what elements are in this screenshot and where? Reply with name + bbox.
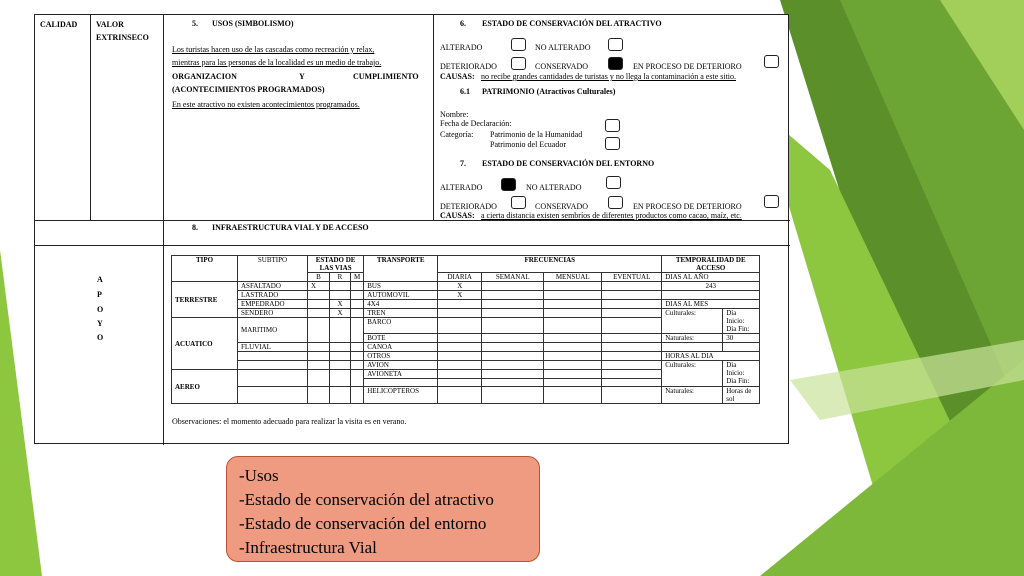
entorno-no-alterado-label: NO ALTERADO	[526, 183, 582, 192]
table-row	[172, 309, 760, 318]
header-frecuencias: FRECUENCIAS	[438, 256, 662, 273]
callout-item: -Estado de conservación del entorno	[239, 514, 487, 533]
transporte-avioneta: AVIONETA	[364, 370, 438, 379]
apoyo-letter: Y	[97, 319, 103, 328]
apoyo-letter: P	[97, 290, 102, 299]
summary-callout	[226, 456, 540, 562]
horas-sol-label: Horas de sol	[723, 387, 760, 404]
transporte-avion: AVION	[364, 361, 438, 370]
organizacion-y-label: Y	[299, 72, 305, 81]
estado-atractivo-number: 6.	[460, 19, 466, 28]
atractivo-alterado-label: ALTERADO	[440, 43, 483, 52]
divider-row2	[35, 245, 790, 246]
transporte-barco: BARCO	[364, 318, 438, 334]
empedrado-estado-r: X	[330, 300, 351, 309]
header-estado-vias: ESTADO DE LAS VIAS	[308, 256, 364, 273]
subtipo-asfaltado: ASFALTADO	[238, 282, 308, 291]
apoyo-letter: O	[97, 333, 104, 342]
acontecimientos-label: (ACONTECIMIENTOS PROGRAMADOS)	[172, 85, 325, 94]
automovil-diaria: X	[438, 291, 482, 300]
entorno-conservado-checkbox[interactable]	[608, 196, 623, 209]
header-diaria: DIARIA	[438, 273, 482, 282]
atractivo-causas-text: no recibe grandes cantidades de turistas y no llega la contaminación a este sitio.	[481, 72, 737, 81]
culturales-label-1: Culturales:	[662, 309, 723, 334]
table-row	[172, 361, 760, 370]
entorno-en-proceso-label: EN PROCESO DE DETERIORO	[633, 202, 742, 211]
table-row	[172, 387, 760, 404]
atractivo-alterado-checkbox[interactable]	[511, 38, 526, 51]
estado-entorno-title: ESTADO DE CONSERVACIÓN DEL ENTORNO	[482, 159, 655, 168]
header-r: R	[330, 273, 351, 282]
divider-usos	[433, 15, 434, 220]
extrinseco-label: EXTRINSECO	[96, 33, 149, 42]
transporte-4x4: 4X4	[364, 300, 438, 309]
header-m: M	[351, 273, 364, 282]
organizacion-label: ORGANIZACION	[172, 72, 237, 81]
patrimonio-nombre-label: Nombre:	[440, 110, 469, 119]
dias-anio-label: DIAS AL AÑO	[662, 273, 760, 282]
calidad-label: CALIDAD	[40, 20, 78, 29]
dias-mes-label: DIAS AL MES	[662, 300, 760, 309]
entorno-no-alterado-checkbox[interactable]	[606, 176, 621, 189]
observaciones-text: Observaciones: el momento adecuado para realizar la visita es en verano.	[172, 417, 407, 426]
transporte-canoa: CANOA	[364, 343, 438, 352]
divider-row1	[35, 220, 790, 221]
estado-atractivo-title: ESTADO DE CONSERVACIÓN DEL ATRACTIVO	[482, 19, 662, 28]
estado-entorno-number: 7.	[460, 159, 466, 168]
table-row	[172, 300, 760, 309]
patrimonio-number: 6.1	[460, 87, 470, 96]
divider-calidad	[90, 15, 91, 220]
divider-valor	[163, 15, 164, 445]
transporte-bus: BUS	[364, 282, 438, 291]
atractivo-conservado-label: CONSERVADO	[535, 62, 588, 71]
dia-inicio-label: Día Inicio:	[726, 361, 745, 377]
infra-number: 8.	[192, 223, 198, 232]
atractivo-deteriorado-checkbox[interactable]	[511, 57, 526, 70]
header-transporte: TRANSPORTE	[364, 256, 438, 282]
apoyo-letter: A	[97, 275, 103, 284]
infraestructura-table	[171, 255, 760, 404]
atractivo-no-alterado-checkbox[interactable]	[608, 38, 623, 51]
naturales-label-2: Naturales:	[662, 387, 723, 404]
entorno-en-proceso-checkbox[interactable]	[764, 195, 779, 208]
dias-anio-value: 243	[662, 282, 760, 291]
entorno-alterado-checkbox[interactable]	[501, 178, 516, 191]
subtipo-maritimo: MARITIMO	[238, 318, 308, 343]
subtipo-sendero: SENDERO	[238, 309, 308, 318]
atractivo-conservado-checkbox[interactable]	[608, 57, 623, 70]
table-row	[172, 343, 760, 352]
entorno-causas-text: a cierta distancia existen sembríos de diferentes productos como cacao, maíz, etc.	[481, 211, 742, 220]
usos-title: USOS (SIMBOLISMO)	[212, 19, 294, 28]
patrimonio-humanidad-label: Patrimonio de la Humanidad	[490, 130, 583, 139]
valor-label: VALOR	[96, 20, 124, 29]
dia-fin-label: Día Fin:	[726, 325, 750, 333]
culturales-dias-2	[723, 361, 760, 387]
infra-title: INFRAESTRUCTURA VIAL Y DE ACCESO	[212, 223, 369, 232]
apoyo-letter: O	[97, 305, 104, 314]
subtipo-fluvial: FLUVIAL	[238, 343, 308, 352]
transporte-bote: BOTE	[364, 334, 438, 343]
subtipo-lastrado: LASTRADO	[238, 291, 308, 300]
transporte-automovil: AUTOMOVIL	[364, 291, 438, 300]
entorno-deteriorado-checkbox[interactable]	[511, 196, 526, 209]
header-b: B	[308, 273, 330, 282]
atractivo-deteriorado-label: DETERIORADO	[440, 62, 497, 71]
culturales-label-2: Culturales:	[662, 361, 723, 387]
atractivo-en-proceso-checkbox[interactable]	[764, 55, 779, 68]
bus-diaria: X	[438, 282, 482, 291]
acontecimientos-text: En este atractivo no existen acontecimientos programados.	[172, 100, 360, 109]
entorno-alterado-label: ALTERADO	[440, 183, 483, 192]
patrimonio-categoria-label: Categoría:	[440, 130, 474, 139]
patrimonio-ecuador-checkbox[interactable]	[605, 137, 620, 150]
entorno-conservado-label: CONSERVADO	[535, 202, 588, 211]
culturales-dias-1	[723, 309, 760, 334]
tipo-acuatico: ACUATICO	[172, 318, 238, 370]
atractivo-en-proceso-label: EN PROCESO DE DETERIORO	[633, 62, 742, 71]
usos-text-line2: mientras para las personas de la localidad es un medio de trabajo.	[172, 58, 382, 67]
transporte-otros: OTROS	[364, 352, 438, 361]
naturales-label-1: Naturales:	[662, 334, 723, 343]
usos-number: 5.	[192, 19, 198, 28]
sendero-estado-r: X	[330, 309, 351, 318]
table-row	[172, 291, 760, 300]
patrimonio-title: PATRIMONIO (Atractivos Culturales)	[482, 87, 616, 96]
usos-text-line1: Los turistas hacen uso de las cascadas como recreación y relax,	[172, 45, 375, 54]
transporte-tren: TREN	[364, 309, 438, 318]
callout-item: -Usos	[239, 466, 279, 485]
horas-dia-label: HORAS AL DIA	[662, 352, 760, 361]
callout-item: -Infraestructura Vial	[239, 538, 377, 557]
entorno-causas-label: CAUSAS:	[440, 211, 475, 220]
naturales-value-1: 30	[723, 334, 760, 343]
header-mensual: MENSUAL	[544, 273, 602, 282]
dia-inicio-label: Día Inicio:	[726, 309, 745, 325]
header-tipo: TIPO	[172, 256, 238, 282]
table-row	[172, 282, 760, 291]
header-subtipo: SUBTIPO	[238, 256, 308, 282]
patrimonio-fecha-label: Fecha de Declaración:	[440, 119, 512, 128]
asfaltado-estado-b: X	[308, 282, 330, 291]
tipo-aereo: AEREO	[172, 370, 238, 404]
header-eventual: EVENTUAL	[602, 273, 662, 282]
transporte-helicopteros: HELICOPTEROS	[364, 387, 438, 404]
entorno-deteriorado-label: DETERIORADO	[440, 202, 497, 211]
header-semanal: SEMANAL	[482, 273, 544, 282]
atractivo-causas-label: CAUSAS:	[440, 72, 475, 81]
atractivo-no-alterado-label: NO ALTERADO	[535, 43, 591, 52]
table-row	[172, 352, 760, 361]
subtipo-empedrado: EMPEDRADO	[238, 300, 308, 309]
dia-fin-label: Día Fin:	[726, 377, 750, 385]
header-temporalidad: TEMPORALIDAD DE ACCESO	[662, 256, 760, 273]
tipo-terrestre: TERRESTRE	[172, 282, 238, 318]
patrimonio-humanidad-checkbox[interactable]	[605, 119, 620, 132]
callout-item: -Estado de conservación del atractivo	[239, 490, 494, 509]
cumplimiento-label: CUMPLIMIENTO	[353, 72, 419, 81]
patrimonio-ecuador-label: Patrimonio del Ecuador	[490, 140, 566, 149]
table-header-row	[172, 256, 760, 273]
attraction-form-sheet	[34, 14, 789, 444]
